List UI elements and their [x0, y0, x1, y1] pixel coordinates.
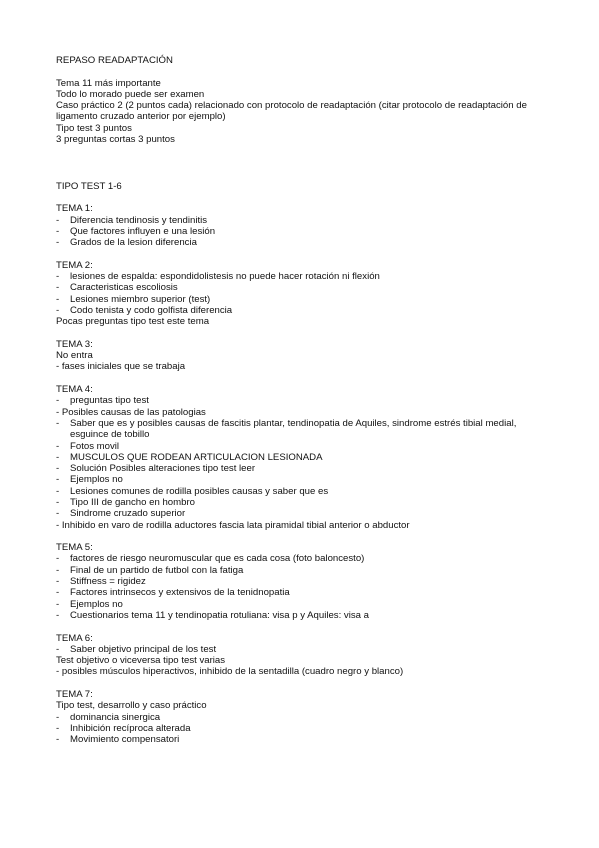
list-item: - MUSCULOS QUE RODEAN ARTICULACION LESIONADA — [56, 452, 549, 463]
tema-heading: TEMA 3: — [56, 338, 93, 350]
list-item: - Factores intrinsecos y extensivos de la tenidnopatia — [56, 587, 549, 598]
tema-line: - posibles músculos hiperactivos, inhibido de la sentadilla (cuadro negro y blanco) — [56, 666, 404, 678]
list-item: - Grados de la lesion diferencia — [56, 237, 549, 248]
tema-2 — [56, 260, 549, 328]
list-item: - Que factores influyen e una lesión — [56, 226, 549, 237]
intro-line: Tema 11 más importante — [56, 77, 161, 89]
list-item: - Fotos movil — [56, 441, 549, 452]
tema-heading: TEMA 4: — [56, 384, 93, 396]
list-item: - Inhibición recíproca alterada — [56, 723, 549, 734]
list-item: - Caracteristicas escoliosis — [56, 282, 549, 293]
intro-line: Caso práctico 2 (2 puntos cada) relacionado con protocolo de readaptación (citar protocolo de readaptación de ligamento cruzado anterior por ejemplo) — [56, 100, 527, 123]
list-item: - Ejemplos no — [56, 599, 549, 610]
tema-7 — [56, 689, 549, 745]
tema-line: - fases iniciales que se trabaja — [56, 361, 186, 373]
tema-heading: TEMA 1: — [56, 203, 93, 215]
list-item: - Saber que es y posibles causas de fascitis plantar, tendinopatia de Aquiles, sindrome estrés tibial medial, esguince de tobillo — [56, 418, 549, 441]
list-item: - factores de riesgo neuromuscular que es cada cosa (foto baloncesto) — [56, 553, 549, 564]
list-item: - Stiffness = rigidez — [56, 576, 549, 587]
section-title: TIPO TEST 1-6 — [56, 180, 122, 192]
tema-5 — [56, 542, 549, 621]
list-item: - Tipo III de gancho en hombro — [56, 497, 549, 508]
list-item: - Saber objetivo principal de los test — [56, 644, 549, 655]
tema-6 — [56, 633, 549, 678]
tema-3 — [56, 339, 549, 373]
list-item: - lesiones de espalda: espondidolistesis no puede hacer rotación ni flexión — [56, 271, 549, 282]
intro-line: 3 preguntas cortas 3 puntos — [56, 134, 175, 146]
list-item: - Sindrome cruzado superior — [56, 508, 549, 519]
list-item: - Codo tenista y codo golfista diferencia — [56, 305, 549, 316]
tema-heading: TEMA 5: — [56, 542, 93, 554]
document-title: REPASO READAPTACIÓN — [56, 55, 173, 66]
list-item: - Lesiones miembro superior (test) — [56, 294, 549, 305]
list-item: - Diferencia tendinosis y tendinitis — [56, 215, 549, 226]
tema-4 — [56, 384, 549, 531]
list-item: - Final de un partido de futbol con la fatiga — [56, 565, 549, 576]
tema-heading: TEMA 6: — [56, 632, 93, 644]
intro-line: Tipo test 3 puntos — [56, 122, 132, 134]
list-item: - dominancia sinergica — [56, 712, 549, 723]
tema-line: - Posibles causas de las patologias — [56, 406, 206, 418]
tema-line: - Inhibido en varo de rodilla aductores fascia lata piramidal tibial anterior o abductor — [56, 519, 410, 531]
tema-heading: TEMA 7: — [56, 689, 93, 701]
intro-block — [56, 78, 549, 146]
tema-note: Pocas preguntas tipo test este tema — [56, 316, 210, 328]
intro-line: Todo lo morado puede ser examen — [56, 88, 205, 100]
tema-heading: TEMA 2: — [56, 259, 93, 271]
list-item: - Cuestionarios tema 11 y tendinopatia rotuliana: visa p y Aquiles: visa a — [56, 610, 549, 621]
tema-line: Test objetivo o viceversa tipo test varias — [56, 655, 226, 667]
list-item: - Movimiento compensatori — [56, 734, 549, 745]
tema-line: No entra — [56, 350, 93, 362]
tema-1 — [56, 203, 549, 248]
list-item: - Ejemplos no — [56, 474, 549, 485]
list-item: - Lesiones comunes de rodilla posibles causas y saber que es — [56, 486, 549, 497]
tema-line: Tipo test, desarrollo y caso práctico — [56, 700, 207, 712]
list-item: - Solución Posibles alteraciones tipo test leer — [56, 463, 549, 474]
list-item: - preguntas tipo test — [56, 395, 549, 406]
